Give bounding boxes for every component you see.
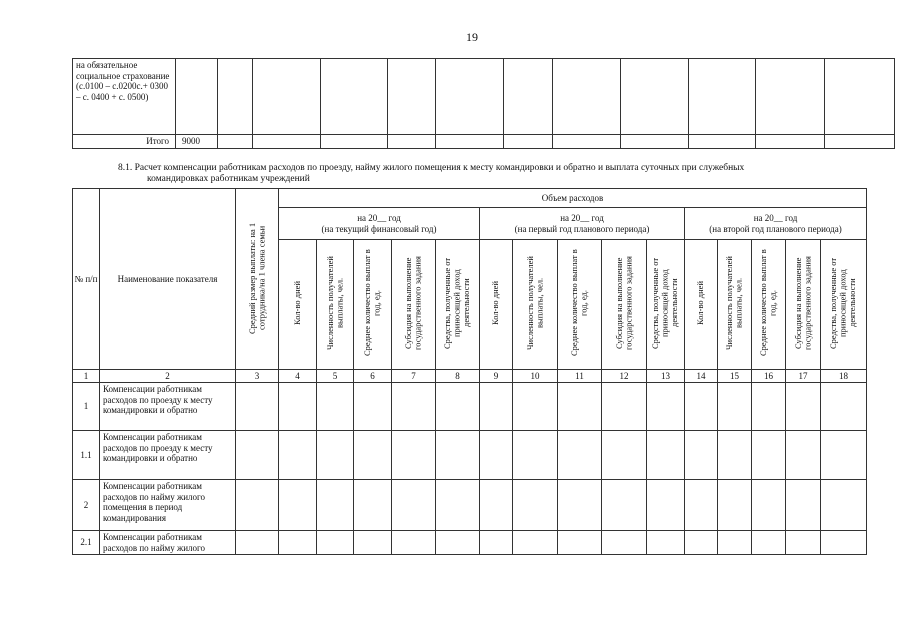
- col-number: 8: [436, 370, 480, 383]
- col-number: 16: [752, 370, 786, 383]
- col-number: 3: [236, 370, 279, 383]
- row-number: 2.1: [73, 531, 100, 555]
- itogo-label: Итого: [73, 135, 176, 149]
- row-number: 2: [73, 480, 100, 531]
- col-number: 18: [821, 370, 867, 383]
- header-avg-payments-2: Среднее количество выплат в год, ед.: [558, 240, 602, 370]
- row-number: 1: [73, 383, 100, 431]
- col-number: 4: [279, 370, 317, 383]
- col-number: 10: [513, 370, 558, 383]
- col-number: 12: [602, 370, 647, 383]
- section-caption: [118, 163, 858, 185]
- header-recipients-1: Численность получателей выплаты, чел.: [317, 240, 354, 370]
- header-subsidy-2: Субсидия на выполнение государственного задания: [602, 240, 647, 370]
- header-recipients-3: Численность получателей выплаты, чел.: [718, 240, 752, 370]
- header-col-average: Средний размер выплаты: на 1 сотрудника/на 1 члена семьи: [236, 189, 279, 370]
- header-avg-payments-3: Среднее количество выплат в год, ед.: [752, 240, 786, 370]
- col-number: 15: [718, 370, 752, 383]
- header-subsidy-1: Субсидия на выполнение государственного задания: [392, 240, 436, 370]
- header-group-first-plan-year: на 20__ год (на первый год планового периода): [480, 208, 685, 240]
- header-col-no: № п/п: [73, 189, 100, 370]
- col-number: 13: [647, 370, 685, 383]
- col-number: 6: [354, 370, 392, 383]
- col-number: 2: [100, 370, 236, 383]
- row-name: Компенсации работникам расходов по найму жилого помещения в период командирования: [100, 480, 236, 531]
- header-group-second-plan-year: на 20__ год (на второй год планового периода): [685, 208, 867, 240]
- row-name: Компенсации работникам расходов по проезду к месту командировки и обратно: [100, 383, 236, 431]
- col-number: 1: [73, 370, 100, 383]
- col-number: 14: [685, 370, 718, 383]
- row-number: 1.1: [73, 431, 100, 480]
- header-days-3: Кол-во дней: [685, 240, 718, 370]
- table-row: [73, 531, 867, 555]
- header-avg-payments-1: Среднее количество выплат в год, ед.: [354, 240, 392, 370]
- col-number: 9: [480, 370, 513, 383]
- header-subsidy-3: Субсидия на выполнение государственного задания: [786, 240, 821, 370]
- row-name: Компенсации работникам расходов по проезду к месту командировки и обратно: [100, 431, 236, 480]
- page-number: 19: [466, 30, 478, 44]
- header-income-funds-2: Средства, полученные от приносящей доход деятельности: [647, 240, 685, 370]
- header-recipients-2: Численность получателей выплаты, чел.: [513, 240, 558, 370]
- compensation-table: [72, 188, 867, 555]
- header-income-funds-3: Средства, полученные от приносящей доход деятельности: [821, 240, 867, 370]
- col-number: 7: [392, 370, 436, 383]
- header-col-name: Наименование показателя: [100, 189, 236, 370]
- table-row: [73, 480, 867, 531]
- row-name: Компенсации работникам расходов по найму жилого: [100, 531, 236, 555]
- header-group-current-year: на 20__ год (на текущий финансовый год): [279, 208, 480, 240]
- caption-line-2: командировках работникам учреждений: [147, 174, 310, 184]
- header-volume: Объем расходов: [279, 189, 867, 208]
- caption-line-1: 8.1. Расчет компенсации работникам расходов по проезду, найму жилого помещения к месту командировки и обратно и выплата суточных при служебных: [118, 163, 745, 173]
- column-number-row: [73, 370, 867, 383]
- table-row: [73, 383, 867, 431]
- top-continuation-table: [72, 58, 895, 149]
- row-label-social-insurance: на обязательное социальное страхование (с.0100 – с.0200с.+ 0300 – с. 0400 + с. 0500): [73, 59, 176, 135]
- itogo-code: 9000: [176, 135, 218, 149]
- header-days-1: Кол-во дней: [279, 240, 317, 370]
- col-number: 17: [786, 370, 821, 383]
- header-income-funds-1: Средства, полученные от приносящей доход деятельности: [436, 240, 480, 370]
- header-days-2: Кол-во дней: [480, 240, 513, 370]
- table-row: [73, 431, 867, 480]
- col-number: 11: [558, 370, 602, 383]
- col-number: 5: [317, 370, 354, 383]
